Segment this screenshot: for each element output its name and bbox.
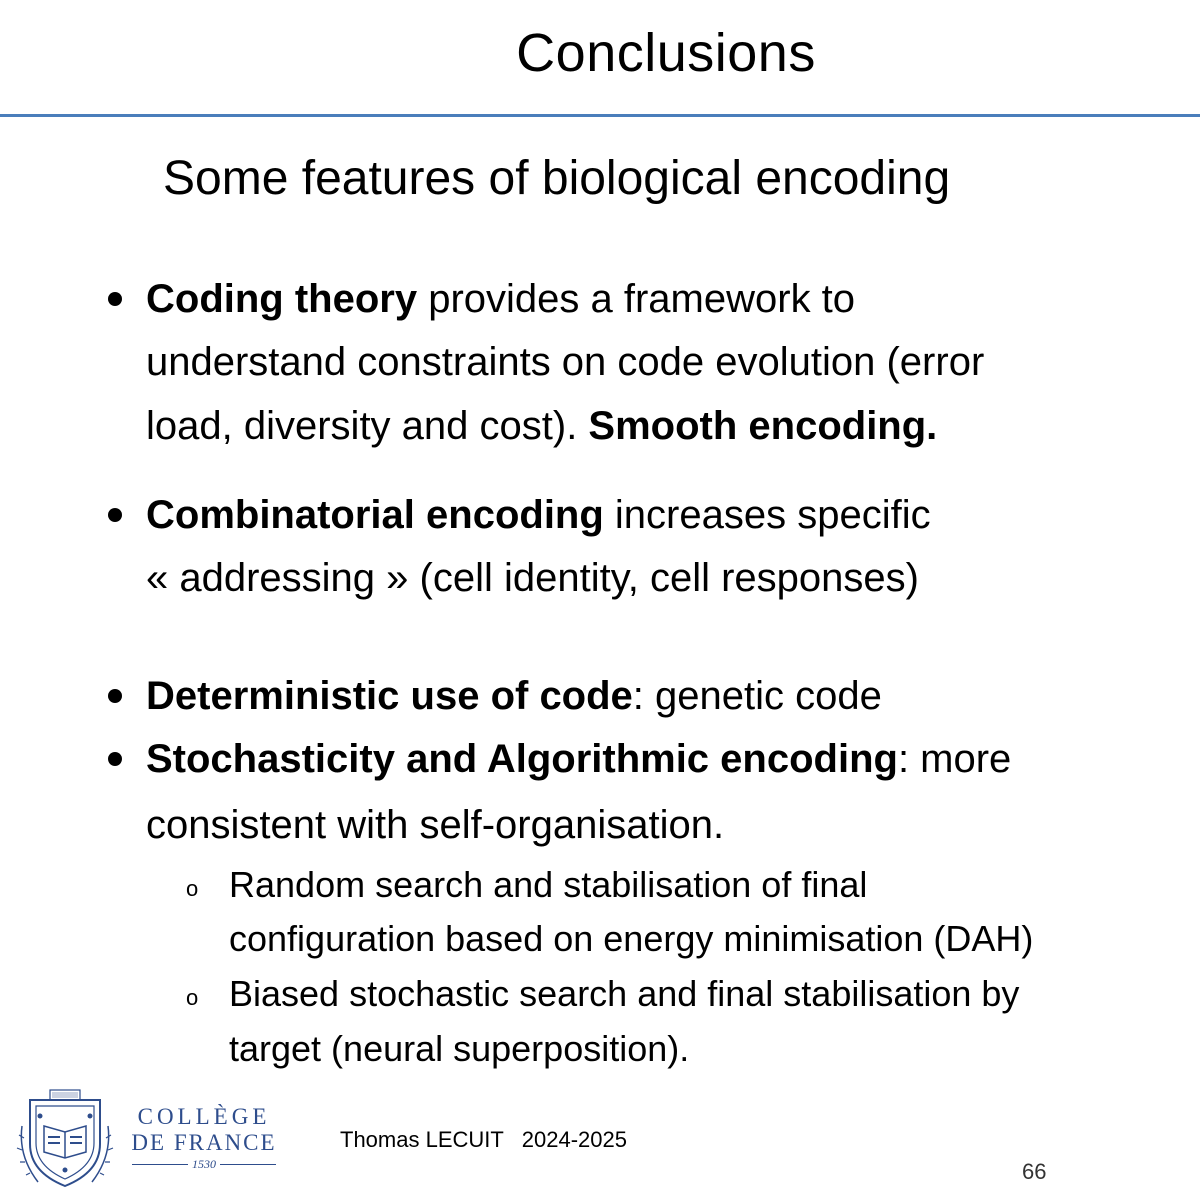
bullet-rest: : more — [897, 737, 1012, 781]
slide-subtitle: Some features of biological encoding — [163, 152, 951, 205]
sub-bullet-text: Biased stochastic search and final stabilisation by — [229, 973, 1020, 1014]
sub-bullet-text-line2: target (neural superposition). — [229, 1028, 690, 1069]
college-de-france-logo-text — [128, 1104, 280, 1171]
logo-rule-left — [132, 1164, 188, 1165]
bullet-plain: load, diversity and cost). — [146, 404, 589, 448]
bullet-text — [146, 267, 1186, 331]
bullet-text — [146, 483, 1186, 547]
bullet-rest: increases specific — [603, 493, 931, 537]
bullet-text-line2: « addressing » (cell identity, cell responses) — [146, 556, 919, 600]
logo-year: 1530 — [192, 1157, 216, 1171]
bullet-bold: Combinatorial encoding — [146, 493, 604, 537]
bullet-text — [146, 664, 1186, 728]
sub-bullet-text-line2: configuration based on energy minimisation (DAH) — [229, 918, 1034, 959]
bullet-bold: Coding theory — [146, 277, 418, 321]
college-de-france-seal-icon — [16, 1086, 114, 1192]
bullet-bold: Stochasticity and Algorithmic encoding — [146, 737, 898, 781]
bullet-dot — [108, 752, 122, 766]
bullet-rest: provides a framework to — [417, 277, 856, 321]
slide-title: Conclusions — [516, 23, 816, 83]
bullet-rest: : genetic code — [632, 674, 882, 718]
footer-author: Thomas LECUIT 2024-2025 — [340, 1127, 627, 1152]
sub-bullet-text: Random search and stabilisation of final — [229, 864, 868, 905]
sub-bullet-marker: o — [186, 876, 199, 901]
page-number: 66 — [1022, 1159, 1047, 1184]
logo-line-de-france: DE FRANCE — [131, 1130, 277, 1155]
logo-rule-right — [220, 1164, 276, 1165]
logo-year-row — [128, 1157, 280, 1171]
bullet-text-line2: consistent with self-organisation. — [146, 803, 725, 847]
bullet-bold: Deterministic use of code — [146, 674, 633, 718]
bullet-dot — [108, 508, 122, 522]
logo-line-college: COLLÈGE — [137, 1104, 271, 1129]
sub-bullet-marker: o — [186, 985, 199, 1010]
bullet-text — [146, 727, 1186, 791]
bullet-bold-end: Smooth encoding. — [588, 404, 938, 448]
bullet-dot — [108, 689, 122, 703]
bullet-text-line2: understand constraints on code evolution (error — [146, 340, 985, 384]
bullet-text-line3 — [146, 394, 1186, 458]
bullet-dot — [108, 292, 122, 306]
title-divider — [0, 114, 1200, 117]
